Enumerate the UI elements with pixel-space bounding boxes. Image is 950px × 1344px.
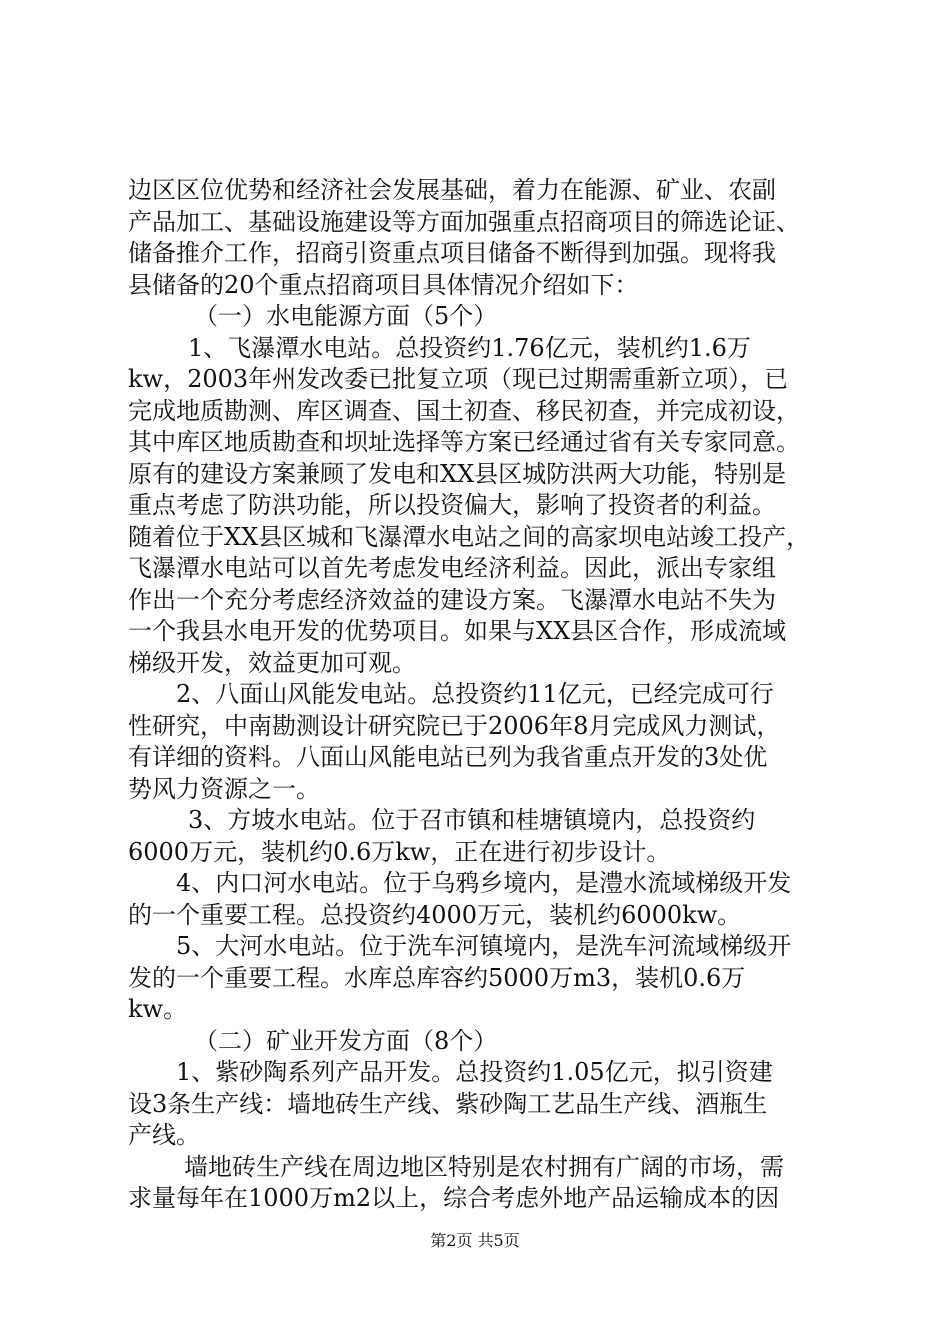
- text-line: 飞瀑潭水电站可以首先考虑发电经济利益。因此，派出专家组: [128, 554, 776, 582]
- item-heading-line: 1、紫砂陶系列产品开发。总投资约1.05亿元，拟引资建: [176, 1058, 773, 1086]
- text-line: 一个我县水电开发的优势项目。如果与XX县区合作，形成流域: [128, 617, 787, 645]
- text-line: 储备推介工作，招商引资重点项目储备不断得到加强。现将我: [128, 239, 776, 267]
- text-line: 发的一个重要工程。水库总库容约5000万m3，装机0.6万: [128, 963, 746, 992]
- document-body: [128, 175, 828, 1215]
- text-line: 边区区位优势和经济社会发展基础，着力在能源、矿业、农副: [128, 176, 776, 204]
- text-line: 6000万元，装机约0.6万kw，正在进行初步设计。: [128, 837, 671, 866]
- text-line: 求量每年在1000万m2以上，综合考虑外地产品运输成本的因: [128, 1184, 780, 1212]
- section-heading-hydropower: （一）水电能源方面（5个）: [194, 302, 498, 330]
- text-line: 的一个重要工程。总投资约4000万元，装机约6000kw。: [128, 900, 742, 929]
- text-line: 作出一个充分考虑经济效益的建设方案。飞瀑潭水电站不失为: [128, 585, 776, 614]
- text-line: 重点考虑了防洪功能，所以投资偏大，影响了投资者的利益。: [128, 491, 776, 519]
- text-line: 产线。: [128, 1121, 200, 1149]
- text-line: 产品加工、基础设施建设等方面加强重点招商项目的筛选论证、: [128, 207, 800, 236]
- paragraph-start-line: 墙地砖生产线在周边地区特别是农村拥有广阔的市场，需: [184, 1152, 784, 1181]
- item-heading-line: 2、八面山风能发电站。总投资约11亿元，已经完成可行: [176, 680, 774, 708]
- text-line: 有详细的资料。八面山风能电站已列为我省重点开发的3处优: [128, 743, 768, 771]
- text-line: 其中库区地质勘查和坝址选择等方案已经通过省有关专家同意。: [128, 428, 800, 456]
- text-line: 势风力资源之一。: [128, 774, 320, 803]
- text-line: 设3条生产线：墙地砖生产线、紫砂陶工艺品生产线、酒瓶生: [128, 1089, 768, 1118]
- page-number-footer: 第2页 共5页: [430, 1231, 520, 1250]
- text-line: 完成地质勘测、库区调查、国土初查、移民初查，并完成初设，: [128, 396, 800, 425]
- item-heading-line: 3、方坡水电站。位于召市镇和桂塘镇境内，总投资约: [188, 806, 756, 834]
- section-heading-mining: （二）矿业开发方面（8个）: [194, 1026, 498, 1055]
- text-line: 原有的建设方案兼顾了发电和XX县区城防洪两大功能，特别是: [128, 459, 787, 488]
- text-line: kw。: [128, 995, 188, 1023]
- text-line: 梯级开发，效益更加可观。: [128, 648, 416, 677]
- text-line: 性研究，中南勘测设计研究院已于2006年8月完成风力测试，: [128, 711, 781, 740]
- item-heading-line: 5、大河水电站。位于洗车河镇境内，是洗车河流域梯级开: [176, 932, 792, 960]
- text-line: 县储备的20个重点招商项目具体情况介绍如下：: [128, 270, 639, 299]
- text-line: 随着位于XX县区城和飞瀑潭水电站之间的高家坝电站竣工投产，: [128, 522, 811, 551]
- item-heading-line: 1、飞瀑潭水电站。总投资约1.76亿元，装机约1.6万: [188, 333, 751, 362]
- item-heading-line: 4、内口河水电站。位于乌鸦乡境内，是澧水流域梯级开发: [176, 869, 792, 897]
- text-line: kw，2003年州发改委已批复立项（现已过期需重新立项），已: [128, 365, 789, 393]
